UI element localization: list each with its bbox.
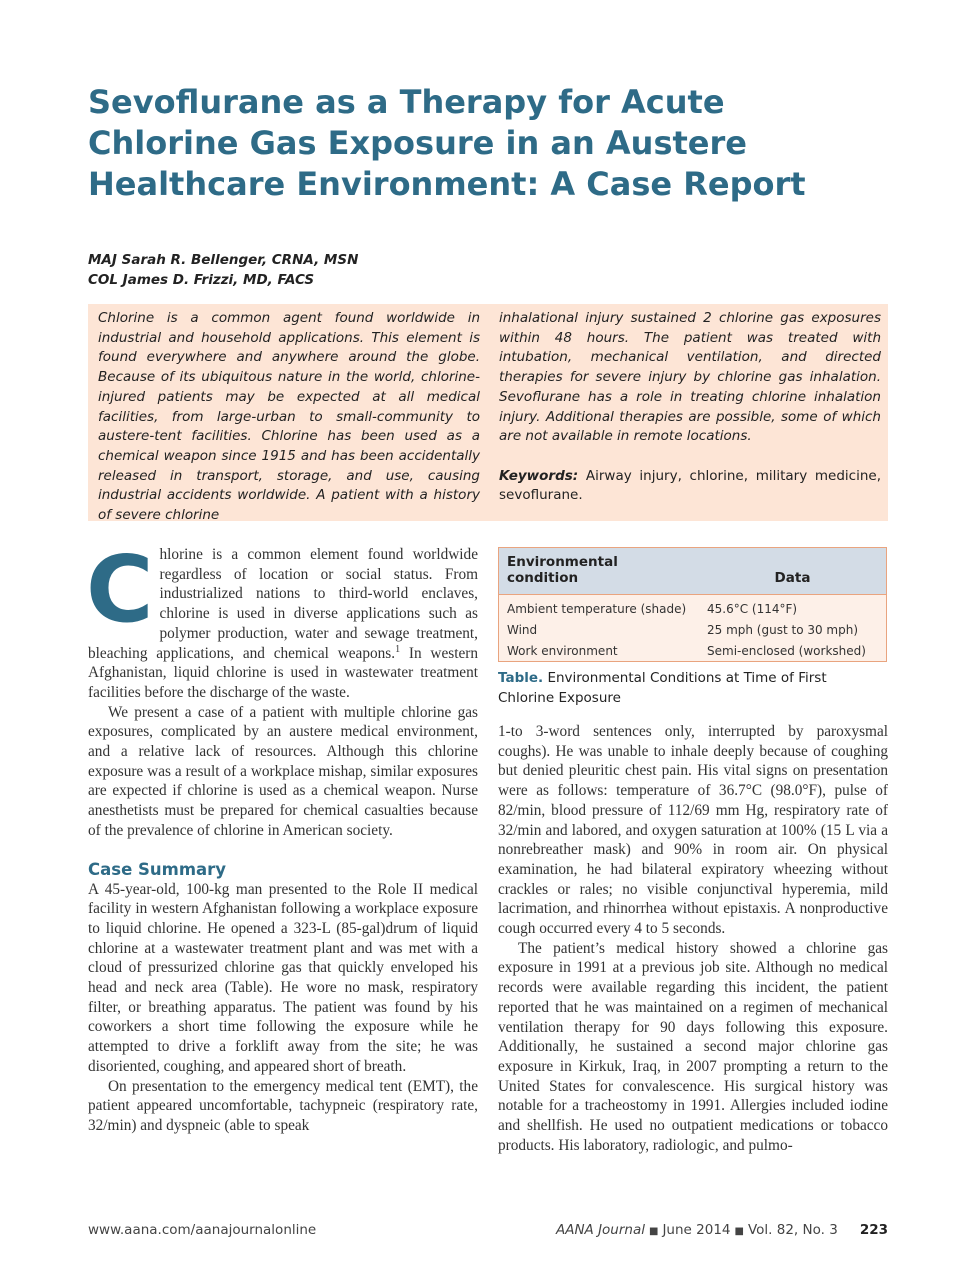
abstract-text-right: inhalational injury sustained 2 chlorine gas exposures within 48 hours. The patient was treated with intubation, mechanical ventilation, and directed therapies for severe injury by chlorine gas inhalation. Sevoflurane has a role in treating chlorine inhalation injury. Additional therapies are possible, some of which are not available in remote locations. [499, 310, 881, 445]
body-column-right [498, 722, 888, 1155]
table-cell: Wind [507, 622, 538, 637]
intro-text-end: In western Afghanistan, liquid chlorine is used in wastewater treatment facilities before the discharge of the waste. [88, 644, 479, 701]
reference-number[interactable]: 1 [395, 643, 401, 655]
keywords [499, 467, 881, 506]
body-paragraph: 1-to 3-word sentences only, interrupted by paroxysmal coughs). He was unable to inhale deeply because of coughing but denied pleuritic chest pain. His vital signs on presentation were as follows: temperature of 36.7°C (98.0°F), pulse of 82/min, blood pressure of 112/69 mm Hg, respiratory rate of 32/min and labored, and oxygen saturation at 100% (15 L via a nonrebreather mask) and 90% in room air. On physical examination, he had bilateral expiratory wheezing without crackles or rales; no visible conjunctival hyperemia, mild lacrimation, and rhinorrhea without epistaxis. A nonproductive cough occurred every 4 to 5 seconds. [498, 723, 888, 938]
table-caption-label: Table. [498, 670, 544, 686]
body-paragraph: A 45-year-old, 100-kg man presented to the Role II medical facility in western Afghanistan following a workplace exposure to liquid chlorine. He opened a 323-L (85-gal)drum of liquid chlorine at a wastewater treatment plant and was met with a cloud of pressurized chlorine gas that quickly enveloped his head and neck area (Table). He wore no mask, respiratory filter, or breathing apparatus. The patient was found by his coworkers a short time following the exposure while he attempted to drive a forklift away from the site; he was disoriented, coughing, and appeared short of breath. [88, 880, 478, 1075]
table-header: Data [699, 548, 887, 595]
table-caption [498, 668, 887, 708]
table-cell: Work environment [507, 643, 618, 658]
issue-date: June 2014 [662, 1222, 731, 1238]
separator-square-icon: ■ [734, 1226, 744, 1237]
volume-info: Vol. 82, No. 3 [747, 1222, 838, 1238]
section-heading: Case Summary [88, 859, 227, 879]
abstract-box [88, 304, 888, 524]
table-row [499, 619, 887, 640]
environment-table [498, 547, 887, 662]
keywords-label: Keywords: [499, 467, 579, 484]
table-figure [498, 547, 887, 708]
journal-url[interactable]: www.aana.com/aanajournalonline [88, 1222, 317, 1238]
table-row [499, 640, 887, 662]
author-list [88, 250, 358, 290]
table-caption-text: Environmental Conditions at Time of First Chlorine Exposure [498, 670, 827, 706]
keywords-text: Airway injury, chlorine, military medicine, sevoflurane. [499, 467, 881, 504]
table-cell: 25 mph (gust to 30 mph) [707, 622, 859, 637]
table-cell: Ambient temperature (shade) [507, 601, 687, 616]
journal-name: AANA Journal [555, 1222, 645, 1238]
abstract-column-right [499, 309, 881, 506]
page-number: 223 [859, 1222, 888, 1238]
author-name: MAJ Sarah R. Bellenger, CRNA, MSN [88, 252, 359, 268]
table-header: Environmental condition [499, 548, 700, 595]
intro-paragraph [86, 536, 479, 703]
table-row [499, 595, 887, 620]
intro-text: hlorine is a common element found worldwide regardless of location or social status. From industrialized nations to third-world enclaves, chlorine is used in diverse applications such as polymer production, water and sewage treatment, bleaching applications, and chemical weapons. [88, 546, 478, 662]
separator-square-icon: ■ [649, 1226, 659, 1237]
footer-info [556, 1222, 888, 1238]
body-column-left [86, 536, 479, 1136]
body-paragraph: The patient’s medical history showed a chlorine gas exposure in 1991 at a previous job site. Although no medical records were available regarding this incident, the patient reported that he was maintained on a regimen of mechanical ventilation therapy for 90 days following this exposure. Additionally, he sustained a second major chlorine gas exposure in Kirkuk, Iraq, in 2007 prompting a return to the United States for convalescence. His surgical history was notable for a tracheostomy in 1991. Allergies included iodine and shellfish. He used no outpatient medications or tobacco products. His laboratory, radiologic, and pulmo- [498, 939, 888, 1154]
article-title: Sevoflurane as a Therapy for Acute Chlorine Gas Exposure in an Austere Healthcare Environment: A Case Report [88, 83, 806, 203]
table-cell: Semi-enclosed (workshed) [707, 643, 866, 658]
body-paragraph: On presentation to the emergency medical tent (EMT), the patient appeared uncomfortable, tachypneic (respiratory rate, 32/min) and dyspneic (able to speak [88, 1077, 478, 1134]
table-cell: 45.6°C (114°F) [707, 601, 798, 616]
author-name: COL James D. Frizzi, MD, FACS [88, 272, 315, 288]
abstract-text-left: Chlorine is a common agent found worldwide in industrial and household applications. This element is found everywhere and anywhere around the globe. Because of its ubiquitous nature in the world, chlorine-injured patients may be expected at all medical facilities, from large-urban to small-community to austere-tent facilities. Chlorine has been used as a chemical weapon since 1915 and has been accidentally released in transport, storage, and use, causing industrial accidents worldwide. A patient with a history of severe chlorine [98, 310, 480, 524]
body-paragraph: We present a case of a patient with multiple chlorine gas exposures, complicated by an austere medical environment, and a relative lack of resources. Although this chlorine exposure was a result of a workplace mishap, similar exposures are expected if chlorine is used as a chemical weapon. Nurse anesthetists must be prepared for chemical casualties because of the prevalence of chlorine in American society. [88, 703, 478, 839]
drop-cap: C [86, 536, 154, 643]
